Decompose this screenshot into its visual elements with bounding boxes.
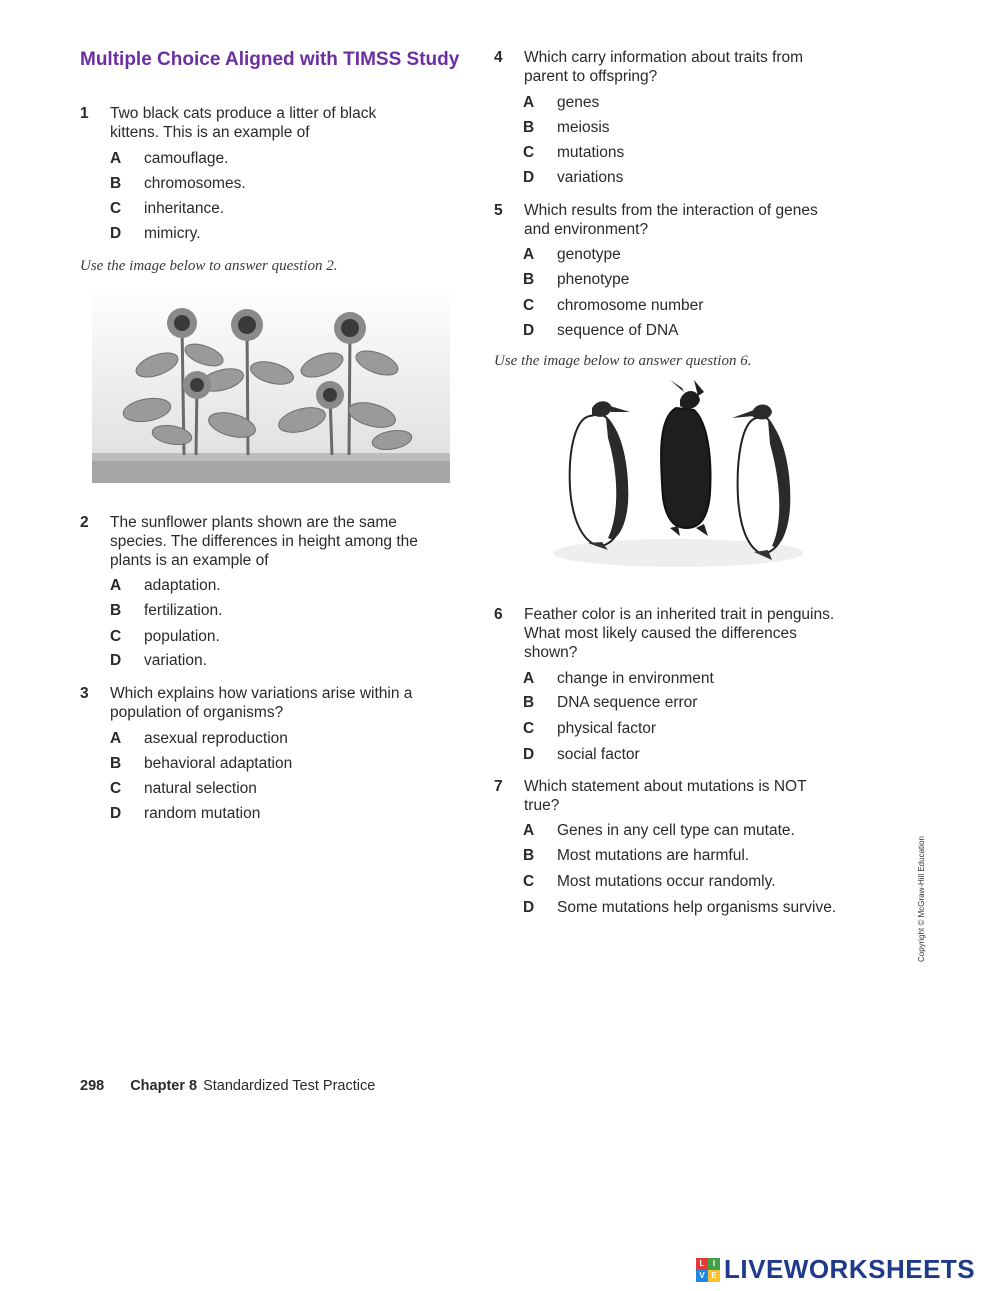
page-number: 298: [80, 1078, 105, 1094]
chapter-label: Chapter 8: [130, 1078, 198, 1094]
question-number: 3: [80, 685, 89, 702]
instruction-q2: Use the image below to answer question 2.: [80, 258, 338, 274]
section-heading: Multiple Choice Aligned with TIMSS Study: [80, 49, 460, 70]
question-text: Which carry information about traits from parent to offspring?: [524, 49, 804, 85]
question-number: 1: [80, 105, 89, 122]
sunflowers-image: [92, 285, 450, 483]
brand-name: LIVEWORKSHEETS: [724, 1254, 976, 1284]
penguin-middle: [661, 380, 710, 536]
penguins-image: [548, 378, 813, 578]
page-footer: [80, 1078, 375, 1094]
penguin-right: [732, 405, 790, 561]
question-text: Which results from the interaction of genes and environment?: [524, 202, 818, 238]
question-number: 4: [494, 49, 503, 66]
question-number: 5: [494, 202, 503, 219]
question-text: Two black cats produce a litter of black kittens. This is an example of: [110, 105, 377, 141]
question-text: Which explains how variations arise within a population of organisms?: [110, 685, 413, 721]
question-text: The sunflower plants shown are the same species. The differences in height among the plants is an example of: [110, 514, 418, 569]
liveworksheets-brand[interactable]: [696, 1254, 975, 1285]
liveworksheets-logo-icon: L I V E: [696, 1258, 720, 1282]
question-number: 7: [494, 778, 503, 795]
question-number: 6: [494, 606, 503, 623]
question-number: 2: [80, 514, 89, 531]
penguin-left: [570, 401, 630, 550]
instruction-q6: Use the image below to answer question 6.: [494, 353, 752, 369]
section-label: Standardized Test Practice: [203, 1078, 376, 1094]
question-text: Which statement about mutations is NOT true?: [524, 778, 807, 814]
question-text: Feather color is an inherited trait in penguins. What most likely caused the differences shown?: [524, 606, 835, 661]
